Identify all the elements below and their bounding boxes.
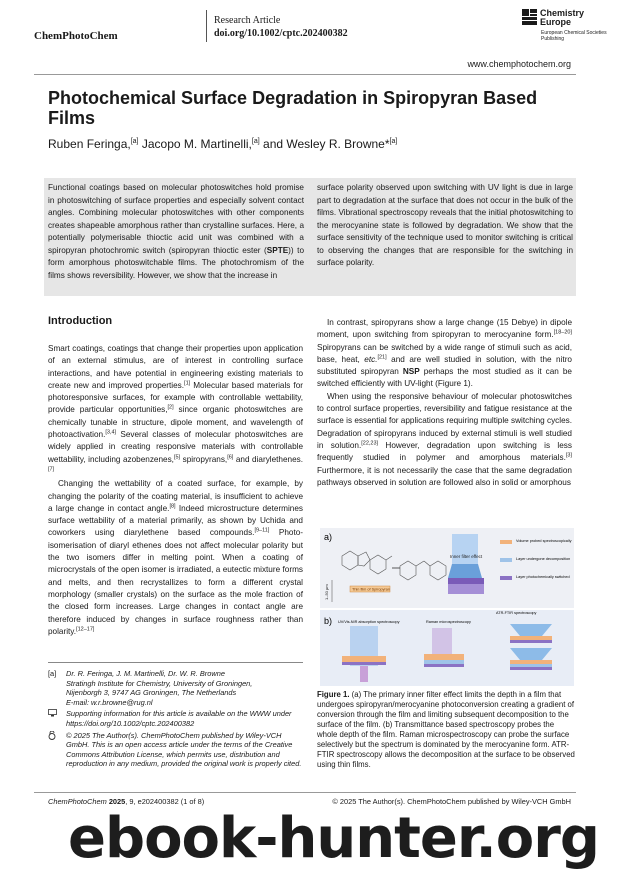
text-run: Several classes of molecular photoswitches are widely applied in creating responsive materials with controllable wettability, including azobenzenes, — [48, 430, 303, 464]
uvvis-switched — [342, 662, 386, 665]
text-run: spiropyrans, — [180, 454, 228, 464]
author-name: and Wesley R. Browne* — [259, 137, 390, 151]
footer-copyright: © 2025 The Author(s). ChemPhotoChem published by Wiley-VCH GmbH — [332, 797, 571, 806]
abstract-text: Functional coatings based on molecular photoswitches hold promise in photoswitching of surface properties and especially solvent contact angles. Combining molecular photoswitches with other components creates shapeable amorphous rather than crystalline surfaces. Here, a potentially polymerisable thioctic acid unit was combined with a spiropyran photochromic switch (spiropyran thioctic ester ( — [48, 183, 304, 255]
inner-filter-label: Inner filter effect — [450, 554, 483, 559]
citation-ref[interactable]: [9–11] — [254, 527, 270, 534]
affiliation-line: Dr. R. Feringa, J. M. Martinelli, Dr. W. R. Browne — [66, 669, 225, 678]
abstract-left-column — [48, 182, 304, 282]
affiliation-mark: [a] — [48, 669, 57, 678]
raman-decomposed — [424, 660, 464, 664]
open-access-icon — [48, 731, 56, 743]
switched-layer — [448, 578, 484, 584]
legend-label: Layer photochemically switched — [516, 575, 570, 579]
abstract-right-column: surface polarity observed upon switching with UV light is due in large part to degradation at the surface that does not occur in the bulk of the films. Vibrational spectroscopy reveals that the initial photoswitching to the merocyanine state is followed by degradation. We show that the surface sensitivity of the technique used to monitor switching is critical to observing the changes that are responsible for the switching in surface polarity. — [317, 183, 573, 267]
author-name: Ruben Feringa, — [48, 137, 131, 151]
raman-switched — [424, 664, 464, 667]
body-right-column — [317, 317, 572, 489]
paragraph — [317, 391, 572, 489]
uvvis-transmitted — [360, 666, 368, 682]
footer-citation — [48, 797, 204, 806]
atr-switched — [510, 640, 552, 643]
citation-ref[interactable]: [2] — [167, 404, 174, 411]
atr-film — [510, 636, 552, 640]
footer-volume: , 9, e202400382 (1 of 8) — [125, 797, 205, 806]
text-run: Furthermore, it is not necessarily the case that the same degradation pathways observed in solution are followed also in solid or amorphous — [317, 465, 572, 487]
author-list — [48, 137, 397, 151]
author-affiliation-mark: [a] — [389, 138, 398, 145]
atr-label: ATR-FTIR spectroscopy — [496, 611, 537, 615]
affiliation-email[interactable]: E-mail: w.r.browne@rug.nl — [66, 697, 153, 707]
text-run: Molecular based materials for photoresponsive surfaces, for example with controllable wettability, provide particular opportunities, — [48, 380, 303, 415]
caption-label: Figure 1. — [317, 690, 350, 699]
text-run: since organic photoswitches are chemically tunable in structure, dipole moment, and wavelength of photoactivation. — [48, 405, 303, 440]
film-bulk — [448, 584, 484, 594]
license-text: © 2025 The Author(s). ChemPhotoChem published by Wiley-VCH GmbH. This is an open access article under the terms of the Creative Commons Attribution License, which permits use, distribution and reproduction in any medium, provided the original work is properly cited. — [66, 730, 302, 769]
citation-ref[interactable]: [5] — [173, 453, 181, 460]
citation-ref[interactable]: [6] — [227, 453, 234, 460]
atr-switched — [510, 667, 552, 670]
body-left-column — [48, 343, 303, 638]
chemistry-europe-logo-icon — [522, 9, 537, 30]
legend-swatch — [500, 540, 512, 544]
journal-website[interactable]: www.chemphotochem.org — [467, 59, 571, 69]
author-affiliation-mark: [a] — [130, 138, 139, 145]
header-rule — [34, 74, 576, 75]
legend-label: Layer undergone decomposition — [516, 557, 571, 561]
text-run: Changing the wettability of a coated surface, for example, by changing the polarity of the coating material, is insufficient to achieve a large change in contact angle. — [48, 479, 303, 513]
abstract-text: )) to form amorphous photoswitchable films. The photochromism of the films shows reversibility. However, we show that the increase in — [48, 245, 305, 280]
text-run: Spiropyrans can be switched by a wide range of stimuli such as acid, base, heat, — [317, 342, 572, 364]
article-type: Research Article — [214, 15, 281, 26]
footer-year: 2025 — [108, 797, 126, 806]
depth-label: 1–50 μm — [324, 584, 329, 600]
figure-1-caption — [317, 690, 575, 770]
supporting-info-text[interactable]: Supporting information for this article is available on the WWW under https://doi.org/10.1002/cptc.202400382 — [66, 709, 292, 728]
article-title: Photochemical Surface Degradation in Spiropyran Based Films — [48, 88, 538, 128]
citation-ref[interactable]: [18–20] — [553, 329, 572, 336]
thin-film-label: Thin film of Spiropyran — [352, 587, 390, 592]
figure-1 — [320, 528, 574, 686]
doi-link[interactable]: doi.org/10.1002/cptc.202400382 — [214, 28, 348, 39]
compound-name: NSP — [402, 367, 420, 377]
paragraph — [317, 317, 572, 391]
text-run: Indeed microstructure determines surface wettability of a material primarily, as shown by Uchida and coworkers using diarylethene based compounds. — [48, 503, 304, 538]
text-run: Smart coatings, coatings that change their properties upon application of an external stimulus, are of interest in controlling surface interactions, and have potential in engineering existing materials to create new and improved properties. — [48, 344, 303, 390]
panel-b-label: b) — [324, 616, 333, 626]
raman-film — [424, 654, 464, 660]
footnote-rule — [48, 662, 303, 663]
publisher-subtitle: European Chemical Societies Publishing — [541, 30, 607, 42]
legend-swatch — [500, 558, 512, 562]
citation-ref[interactable]: [8] — [169, 503, 176, 510]
affiliation-line: Stratingh Institute for Chemistry, University of Groningen, — [66, 678, 253, 688]
text-run: In contrast, spiropyrans show a large change (15 Debye) in dipole moment, upon switching from spiropyran to merocyanine form. — [317, 318, 572, 340]
author-name: Jacopo M. Martinelli, — [138, 137, 252, 151]
license-footnote — [48, 731, 303, 769]
legend-swatch — [500, 576, 512, 580]
text-run: When using the responsive behaviour of molecular photoswitches to control surface properties, reversibility and fatigue resistance at the surface is essential for applications requiring multiple switching cycles. Degradation of spiropyrans induced by external stimuli is well studied in solution. — [317, 391, 572, 450]
text-run: and diarylethenes. — [233, 454, 304, 464]
legend-label: Volume probed spectroscopically — [516, 539, 572, 543]
citation-ref[interactable]: [12–17] — [76, 626, 95, 633]
journal-name: ChemPhotoChem — [34, 30, 118, 42]
italic-text: etc. — [364, 354, 378, 364]
atr-film — [510, 660, 552, 664]
light-beam — [452, 534, 478, 564]
citation-ref[interactable]: [7] — [48, 466, 55, 473]
header-divider — [206, 10, 207, 42]
light-beam-cone — [448, 564, 482, 578]
footnotes — [48, 669, 303, 771]
footer-rule — [34, 792, 576, 793]
text-run: Photo-isomerisation of diaryl ethenes does not affect molecular polarity but the two isomers differ in melting point. When a coating of microcrystals of the open isomer is irradiated, a eutectic mixture forms and melts, and then recrystallizes to form a different crystal morphology (smaller crystals) on the surface as the mole fraction of the closed form increases. Large changes in contact angle are therefore induced by changes in surface roughness rather than polarity. — [48, 528, 303, 636]
supporting-info-footnote — [48, 709, 303, 728]
panel-a-label: a) — [324, 532, 333, 542]
monitor-icon — [48, 709, 57, 720]
section-heading-introduction: Introduction — [48, 315, 113, 327]
affiliation-footnote — [48, 669, 303, 707]
author-affiliation-mark: [a] — [251, 138, 260, 145]
text-run: and are well studied in solution, with the nitro substituted spiropyran — [317, 354, 572, 377]
publisher-logo-block[interactable] — [522, 9, 614, 42]
raman-beam — [432, 628, 452, 654]
text-run: perhaps the most studied as it can be switched efficiently with UV-light (Figure 1). — [317, 367, 572, 389]
affiliation-line: Nijenborgh 3, 9747 AG Groningen, The Netherlands — [66, 688, 237, 698]
citation-ref[interactable]: [1] — [184, 380, 191, 387]
footer-journal: ChemPhotoChem — [48, 797, 107, 806]
watermark-text: ebook-hunter.org — [68, 806, 599, 871]
uvvis-film — [342, 656, 386, 662]
paragraph — [48, 478, 303, 638]
citation-ref[interactable]: [3] — [565, 452, 572, 459]
citation-ref[interactable]: [22,23] — [361, 440, 379, 447]
citation-ref[interactable]: [3,4] — [105, 429, 117, 436]
raman-label: Raman microspectroscopy — [426, 620, 471, 624]
paragraph — [48, 343, 303, 478]
publisher-name: Chemistry Europe — [540, 8, 585, 27]
caption-text: (a) The primary inner filter effect limits the depth in a film that undergoes spiropyran/merocyanine photoconversion creating a gradient of conversion through the film and limiting subsequent decomposition to the surface of the film. (b) Transmittance based spectroscopy probes the whole depth of the film. Raman microspectroscopy can probe the surface selectively but the spectrum is dominated by the merocyanine form. ATR-FTIR spectroscopy allows the decomposition at the surface to be observed using thin films. — [317, 690, 575, 769]
atr-decomposed — [510, 664, 552, 667]
citation-ref[interactable]: [21] — [377, 354, 387, 361]
text-run: However, degradation upon switching is less frequently studied in polymer and amorphous materials. — [317, 440, 572, 463]
uvvis-label: UV/Vis-NIR absorption spectroscopy — [338, 620, 400, 624]
abstract-compound: SPTE — [266, 245, 289, 255]
